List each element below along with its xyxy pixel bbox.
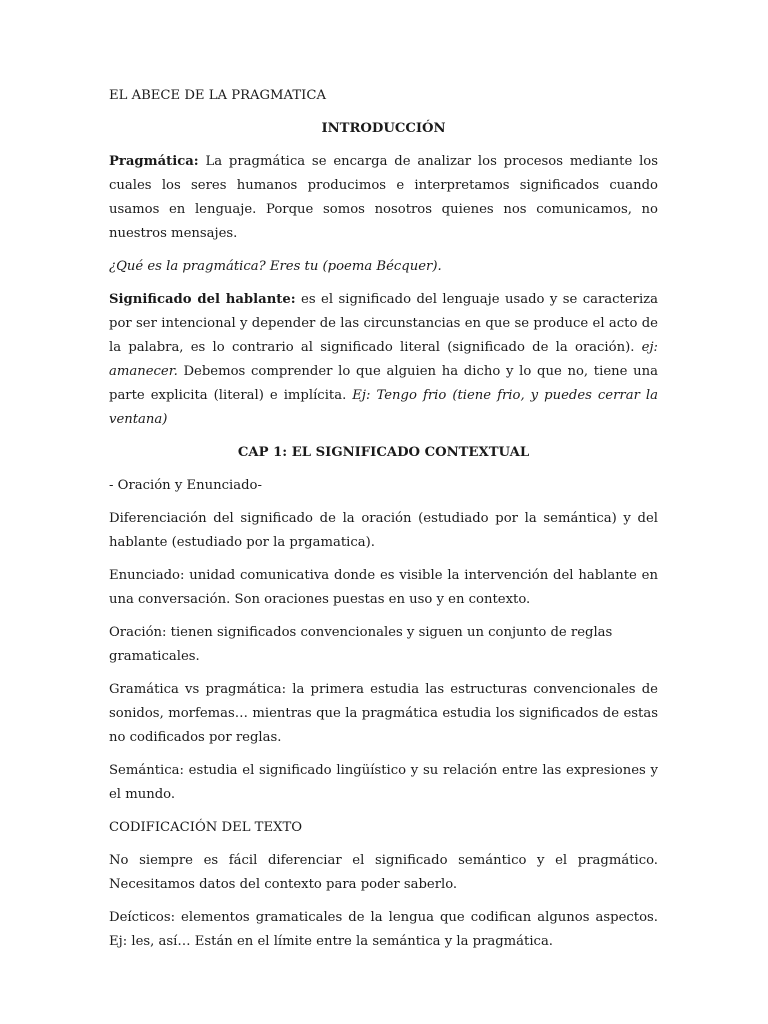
question-paragraph — [109, 255, 658, 279]
gramatica-paragraph: Gramática vs pragmática: la primera estudia las estructuras convencionales de sonidos, morfemas… mientras que la pragmática estudia los significados de estas no codificados por reglas. — [109, 682, 658, 745]
hablante-paragraph — [109, 288, 658, 432]
hablante-example-2: Ej: Tengo frio (tiene frio, y puedes cerrar la ventana) — [109, 388, 658, 427]
pragmatica-term: Pragmática: — [109, 154, 199, 169]
enunciado-paragraph: Enunciado: unidad comunicativa donde es visible la intervención del hablante en una conversación. Son oraciones puestas en uso y en contexto. — [109, 568, 658, 607]
oracion-enunciado-subheading: - Oración y Enunciado- — [109, 478, 262, 493]
deicticos-paragraph: Deícticos: elementos gramaticales de la lengua que codifican algunos aspectos. Ej: les, así… Están en el límite entre la semántica y la pragmática. — [109, 910, 658, 949]
intro-heading: INTRODUCCIÓN — [321, 121, 446, 136]
cap1-heading: CAP 1: EL SIGNIFICADO CONTEXTUAL — [237, 445, 530, 460]
question-text: ¿Qué es la pragmática? Eres tu (poema Bécquer). — [109, 259, 442, 274]
pragmatica-paragraph — [109, 150, 658, 246]
oracion-paragraph: Oración: tienen significados convencionales y siguen un conjunto de reglas gramaticales. — [109, 625, 613, 664]
document-page — [109, 84, 658, 963]
codificacion-heading: CODIFICACIÓN DEL TEXTO — [109, 820, 303, 835]
hablante-term: Significado del hablante: — [109, 292, 296, 307]
hablante-text-1: es el significado del lenguaje usado y se caracteriza por ser intencional y depender de las circunstancias en que se produce el acto de la palabra, es lo contrario al significado literal (significado de la oración). — [109, 292, 658, 355]
semantica-paragraph: Semántica: estudia el significado lingüístico y su relación entre las expresiones y el mundo. — [109, 763, 658, 802]
pragmatica-text: La pragmática se encarga de analizar los procesos mediante los cuales los seres humanos producimos e interpretamos significados cuando usamos en lenguaje. Porque somos nosotros quienes nos comunicamos, no nuestros mensajes. — [109, 154, 658, 241]
hablante-text-2: Debemos comprender lo que alguien ha dicho y lo que no, tiene una parte explicita (literal) e implícita. — [109, 364, 658, 403]
codificacion-paragraph: No siempre es fácil diferenciar el significado semántico y el pragmático. Necesitamos datos del contexto para poder saberlo. — [109, 853, 658, 892]
hablante-example-1: ej: amanecer. — [109, 340, 658, 379]
diferenciacion-paragraph: Diferenciación del significado de la oración (estudiado por la semántica) y del hablante (estudiado por la prgamatica). — [109, 511, 658, 550]
document-title: EL ABECE DE LA PRAGMATICA — [109, 88, 326, 103]
